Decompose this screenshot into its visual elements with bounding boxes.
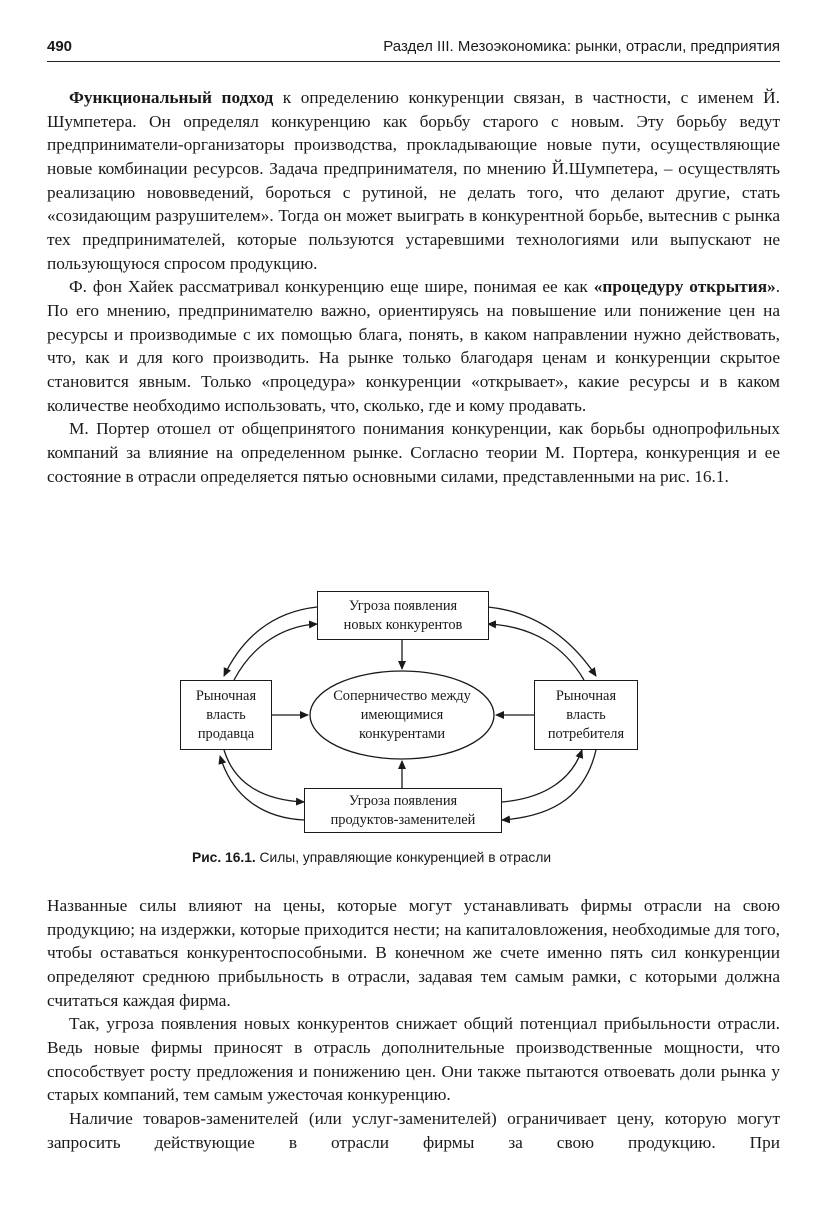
text-block-bottom (47, 894, 780, 1154)
figure-caption (192, 850, 652, 865)
paragraph-hayek (47, 275, 780, 417)
paragraph-schumpeter-text: к определению конкуренции связан, в частности, с именем Й. Шумпетера. Он определял конкуренцию как борьбу старого с новым. Эту борьбу ведут предприниматели-организаторы производства, прокладывающие новые пути, осуществляющие новые комбинации ресурсов. Задача предпринимателя, по мнению Й.Шумпетера, – осуществлять реализацию нововведений, бороться с рутиной, не делать того, что делают другие, стать «созидающим разрушителем». Тогда он может выиграть в конкурентной борьбе, вытеснив с рынка тех предпринимателей, которые пользуются устаревшими технологиями или выпускают не пользующуюся спросом продукцию. (47, 88, 780, 273)
box-supplier-power: Рыночная власть продавца (180, 680, 272, 750)
page-header (47, 33, 780, 62)
paragraph-schumpeter (47, 86, 780, 275)
rivalry-label: Соперничество между имеющимися конкурентами (333, 687, 471, 742)
page-number: 490 (47, 38, 73, 55)
arrow-top-to-right (488, 607, 596, 676)
arrow-left-to-bottom (224, 750, 304, 802)
paragraph-new-entrants: Так, угроза появления новых конкурентов снижает общий потенциал прибыльности отрасли. Ведь новые фирмы приносят в отрасль дополнительные производственные мощности, что способствует росту предложения и понижению цен. Они также пытаются отвоевать доли рынка у старых компаний, тем самым ужесточая конкуренцию. (47, 1014, 780, 1105)
caption-label: Рис. 16.1. (192, 850, 256, 865)
paragraph-forces-effect: Названные силы влияют на цены, которые могут устанавливать фирмы отрасли на свою продукцию; на издержки, которые приходится нести; на капиталовложения, необходимые для того, чтобы оставаться конкурентоспособными. В конечном же счете именно пять сил конкуренции определяют среднюю прибыльность в отрасли, задавая тем самым рамки, с которыми должна считаться каждая фирма. (47, 896, 780, 1010)
term-discovery-procedure: «процедуру открытия» (593, 277, 776, 297)
paragraph-hayek-before: Ф. фон Хайек рассматривал конкуренцию еще шире, понимая ее как (69, 277, 594, 297)
arrow-bottom-to-left (220, 756, 304, 820)
caption-text: Силы, управляющие конкуренцией в отрасли (255, 850, 552, 865)
paragraph-porter: М. Портер отошел от общепринятого понимания конкуренции, как борьбы однопрофильных компаний за влияние на определенном рынке. Согласно теории М. Портера, конкуренция и ее состояние в отрасли определяется пятью основными силами, представленными на рис. 16.1. (47, 419, 780, 486)
arrow-right-to-bottom (502, 750, 596, 820)
box-substitutes: Угроза появления продуктов-заменителей (304, 788, 502, 833)
box-new-entrants: Угроза появления новых конкурентов (317, 591, 489, 640)
arrow-left-to-top (234, 624, 317, 680)
arrow-right-to-top (488, 624, 584, 680)
paragraph-substitutes: Наличие товаров-заменителей (или услуг-заменителей) ограничивает цену, которую могут запросить действующие в отрасли фирмы за свою продукцию. При (47, 1108, 780, 1152)
arrow-top-to-left (224, 607, 317, 676)
arrow-bottom-to-right (502, 750, 582, 802)
box-buyer-power: Рыночная власть потребителя (534, 680, 638, 750)
paragraph-hayek-after: . По его мнению, предпринимателю важно, ориентируясь на повышение или понижение цен на ресурсы и производимые с их помощью блага, понять, в каком направлении нужно действовать, что, как и для кого производить. На рынке только благодаря ценам и конкуренции скрытое становится явным. Только «процедура» конкуренции «открывает», какие ресурсы и в каком количестве необходимо использовать, что, сколько, где и кому продавать. (47, 277, 781, 415)
text-block-top (47, 86, 780, 488)
term-functional-approach: Функциональный подход (69, 88, 274, 107)
running-head: Раздел III. Мезоэкономика: рынки, отрасли, предприятия (383, 38, 780, 55)
figure-five-forces (172, 588, 642, 833)
